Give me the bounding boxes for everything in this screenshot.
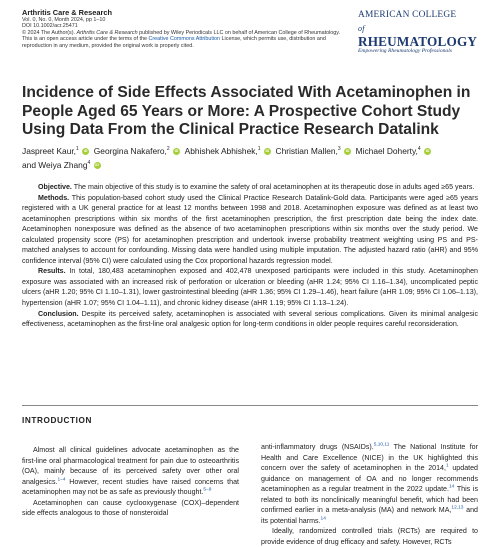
- citation[interactable]: 1: [445, 463, 449, 469]
- citation[interactable]: 14: [448, 484, 455, 490]
- orcid-icon[interactable]: [344, 148, 351, 155]
- orcid-icon[interactable]: [82, 148, 89, 155]
- abstract-conclusion: Conclusion. Despite its perceived safety, acetaminophen is associated with several serious complications. Given its minimal analgesic effectiveness, acetaminophen as the first-line oral analgesic option for long-term conditions in older people requires careful reconsideration.: [22, 309, 478, 329]
- citation[interactable]: 5–9: [203, 487, 212, 493]
- logo-tagline: Empowering Rheumatology Professionals: [358, 48, 452, 54]
- author-list: [22, 143, 477, 171]
- abstract: [22, 182, 478, 330]
- orcid-icon[interactable]: [264, 148, 271, 155]
- license-line: This is an open access article under the terms of the Creative Commons Attribution License, which permits use, distribution and: [22, 36, 326, 43]
- citation[interactable]: 14: [320, 516, 326, 522]
- copyright-line: © 2024 The Author(s). Arthritis Care & Research published by Wiley Periodicals LLC on behalf of American College of Rheumatology.: [22, 29, 341, 36]
- body-column-right: [261, 442, 478, 547]
- author[interactable]: Jaspreet Kaur,$^1$ iD: [22, 146, 89, 156]
- journal-name: Arthritis Care & Research: [22, 8, 112, 17]
- paragraph: Acetaminophen can cause cyclooxygenase (COX)–dependent side effects analogous to those of nonsteroidal: [22, 498, 239, 518]
- orcid-icon[interactable]: [94, 162, 101, 169]
- author[interactable]: Michael Doherty,$^4$ iD: [356, 146, 431, 156]
- section-heading: INTRODUCTION: [22, 416, 92, 425]
- orcid-icon[interactable]: [173, 148, 180, 155]
- orcid-icon[interactable]: [424, 148, 431, 155]
- logo-line-1: AMERICAN COLLEGE: [358, 10, 457, 20]
- paragraph: Almost all clinical guidelines advocate acetaminophen as the first-line oral pharmacological treatment for pain due to osteoarthritis (OA), mainly because of its perceived safety over other oral analgesics.$^{1-4}$ However, recent studies have raised concerns that acetaminophen may not be as safe as previously thought.$^{5-9}$: [22, 446, 239, 497]
- citation[interactable]: 1–4: [57, 477, 66, 483]
- citation[interactable]: 12,13: [451, 505, 464, 511]
- abstract-objective: Objective. The main objective of this study is to examine the safety of oral acetaminophen at its therapeutic dose in adults aged ≥65 years.: [38, 183, 475, 191]
- author[interactable]: and Weiya Zhang$^4$ iD: [22, 160, 101, 170]
- citation[interactable]: 5,10,11: [373, 442, 390, 448]
- abstract-results: Results. In total, 180,483 acetaminophen exposed and 402,478 unexposed participants were included in this study. Acetaminophen exposure was associated with an increased risk of perforation or ulceration or bleeding (aHR 1.24; 95% CI 1.16–1.34), uncomplicated peptic ulcers (aHR 1.20; 95% CI 1.10–1.31), lower gastrointestinal bleeding (aHR 1.36; 95% CI 1.29–1.46), heart failure (aHR 1.09; 95% CI 1.06–1.13), hypertension (aHR 1.07; 95% CI 1.04–1.11), and chronic kidney disease (aHR 1.19; 95% CI 1.13–1.24).: [22, 267, 478, 308]
- paragraph: Ideally, randomized controlled trials (RCTs) are required to provide evidence of drug efficacy and safety. However, RCTs: [261, 527, 478, 546]
- author[interactable]: Georgina Nakafero,$^2$ iD: [94, 146, 180, 156]
- author[interactable]: Abhishek Abhishek,$^1$ iD: [185, 146, 271, 156]
- logo-line-2: of RHEUMATOLOGY: [358, 24, 478, 49]
- paragraph: anti-inflammatory drugs (NSAIDs).$^{5,10,11}$ The National Institute for Health and Care Excellence (NICE) in the UK highlighted this concern over the safety of acetaminophen in the 2014,$^1$ updated guidance on management of OA and no longer recommends acetaminophen as a regular treatment in the 2022 update.$^{14}$ This is related to both its nonclinically meaningful benefit, which had been confirmed earlier in a meta-analysis (MA) and network MA,$^{12,13}$ and its potential harms.$^{14}$: [261, 442, 478, 525]
- doi[interactable]: DOI 10.1002/acr.25471: [22, 23, 78, 30]
- license-link[interactable]: Creative Commons Attribution: [148, 36, 221, 43]
- article-title: Incidence of Side Effects Associated With Acetaminophen in People Aged 65 Years or More: A Prospective Cohort Study Using Data From the Clinical Practice Research Datalink: [22, 84, 471, 139]
- volume-info: Vol. 0, No. 0, Month 2024, pp 1–10: [22, 17, 106, 23]
- section-divider: [22, 405, 478, 406]
- license-line-2: reproduction in any medium, provided the original work is properly cited.: [22, 42, 194, 49]
- acr-logo: [358, 10, 476, 55]
- author[interactable]: Christian Mallen,$^3$ iD: [276, 146, 351, 156]
- article-header: [22, 8, 362, 49]
- body-column-left: [22, 416, 239, 519]
- abstract-methods: Methods. This population-based cohort study used the Clinical Practice Research Datalink-Gold data. Participants were aged ≥65 years registered with a UK general practice for at least 12 months between 1998 and 2018. Acetaminophen exposure was defined as at least two acetaminophen prescriptions within six months of the first acetaminophen prescription, the first prescription date being the index date. Acetaminophen nonexposure was defined as the absence of two acetaminophen prescriptions within six months over the study period. We calculated propensity score (PS) for acetaminophen prescription and undertook inverse probability treatment weighting using PS and PS-matched analyses to account for confounding. Missing data were handled using multiple imputation. The adjusted hazard ratio (aHR) and 95% confidence interval (95% CI) were calculated using the Cox proportional hazards regression model.: [22, 193, 478, 265]
